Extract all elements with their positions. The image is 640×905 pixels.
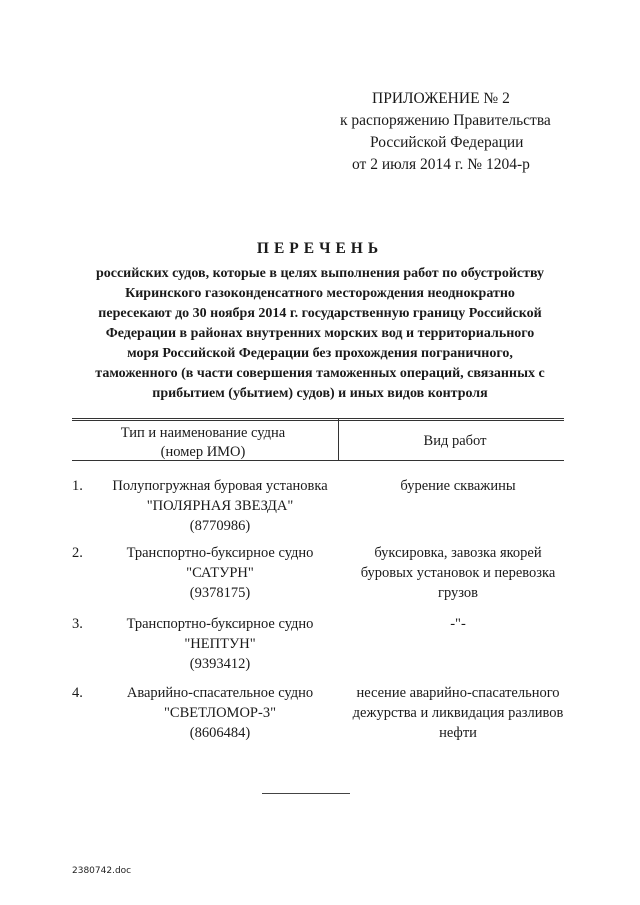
annex-order-ref: к распоряжению Правительства (340, 112, 551, 129)
vessel-cell (102, 476, 338, 536)
table-top-rule-double (72, 420, 564, 421)
table-top-rule (72, 418, 564, 419)
work-line: буровых установок и перевозка (360, 565, 556, 581)
row-number: 3. (72, 616, 83, 632)
vessel-imo: (9378175) (189, 585, 251, 601)
row-number: 1. (72, 478, 83, 494)
subtitle-line: российских судов, которые в целях выполнения работ по обустройству (95, 266, 545, 281)
work-cell (340, 476, 576, 496)
work-cell (340, 543, 576, 603)
work-line: бурение скважины (400, 478, 516, 494)
vessel-type: Транспортно-буксирное судно (126, 545, 314, 561)
column-header-vessel (72, 424, 334, 462)
document-title: ПЕРЕЧЕНЬ (256, 240, 384, 257)
annex-number: ПРИЛОЖЕНИЕ № 2 (372, 90, 510, 107)
vessel-imo: (8770986) (189, 518, 251, 534)
document-file-reference: 2380742.doc (72, 866, 132, 876)
subtitle-line: моря Российской Федерации без прохождения пограничного, (127, 346, 513, 361)
vessel-name: "ПОЛЯРНАЯ ЗВЕЗДА" (146, 498, 294, 514)
vessel-type: Транспортно-буксирное судно (126, 616, 314, 632)
vessel-cell (102, 543, 338, 603)
vessel-type: Полупогружная буровая установка (112, 478, 328, 494)
vessel-name: "НЕПТУН" (184, 636, 256, 652)
vessel-cell (102, 614, 338, 674)
row-number: 4. (72, 685, 83, 701)
column-header-vessel-line1: Тип и наименование судна (120, 425, 286, 441)
vessel-type: Аварийно-спасательное судно (126, 685, 314, 701)
subtitle-line: Федерации в районах внутренних морских вод и территориального (105, 326, 535, 341)
annex-header (330, 88, 570, 176)
annex-date-number: от 2 июля 2014 г. № 1204-р (352, 156, 530, 173)
work-line: -"- (450, 616, 466, 632)
vessel-imo: (8606484) (189, 725, 251, 741)
work-line: дежурства и ликвидация разливов (352, 705, 564, 721)
subtitle-line: пересекают до 30 ноября 2014 г. государственную границу Российской (98, 306, 542, 321)
work-line: несение аварийно-спасательного (356, 685, 560, 701)
annex-authority: Российской Федерации (370, 134, 524, 151)
work-cell (340, 683, 576, 743)
document-subtitle (50, 264, 590, 404)
vessel-name: "САТУРН" (186, 565, 254, 581)
table-column-divider (338, 418, 339, 460)
subtitle-line: таможенного (в части совершения таможенных операций, связанных с (95, 366, 545, 381)
row-number: 2. (72, 545, 83, 561)
work-line: буксировка, завозка якорей (374, 545, 542, 561)
column-header-vessel-line2: (номер ИМО) (160, 444, 246, 460)
work-line: грузов (438, 585, 478, 601)
subtitle-line: прибытием (убытием) судов) и иных видов контроля (152, 386, 488, 401)
column-header-work: Вид работ (423, 433, 487, 449)
end-of-document-rule (262, 793, 350, 794)
vessel-name: "СВЕТЛОМОР-3" (164, 705, 276, 721)
vessel-imo: (9393412) (189, 656, 251, 672)
work-line: нефти (439, 725, 477, 741)
subtitle-line: Киринского газоконденсатного месторождения неоднократно (125, 286, 515, 301)
work-cell (340, 614, 576, 634)
vessel-cell (102, 683, 338, 743)
